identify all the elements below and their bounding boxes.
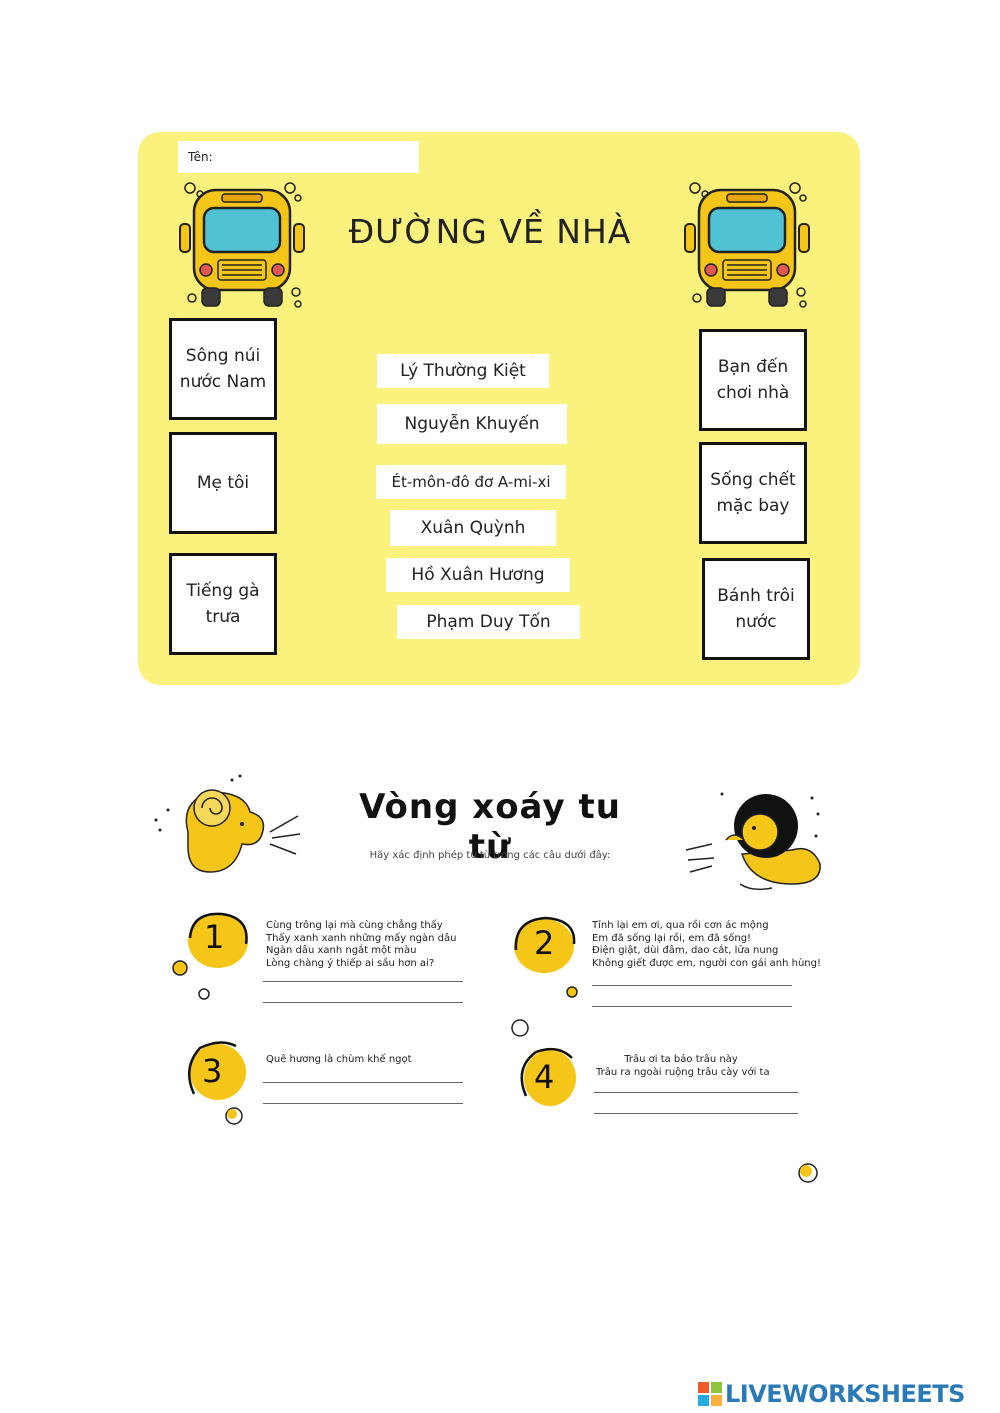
bubble-icon bbox=[172, 958, 212, 1006]
poem-block bbox=[596, 1054, 770, 1079]
bubble-icon bbox=[506, 980, 578, 1040]
author-label: Hồ Xuân Hương bbox=[411, 565, 545, 585]
work-box[interactable] bbox=[702, 558, 810, 660]
author-card[interactable] bbox=[397, 605, 580, 639]
lion-illustration-icon bbox=[682, 784, 824, 896]
liveworksheets-logo-icon bbox=[697, 1381, 723, 1407]
answer-line[interactable] bbox=[263, 981, 463, 982]
answer-line[interactable] bbox=[594, 1113, 798, 1114]
poem-line: Trâu ra ngoài ruộng trâu cày với ta bbox=[596, 1066, 770, 1078]
section-title: Vòng xoáy tu từ bbox=[359, 787, 621, 867]
work-label: Mẹ tôi bbox=[196, 473, 250, 493]
author-label: Phạm Duy Tốn bbox=[426, 612, 551, 632]
poem-line: Trâu ơi ta bảo trâu này bbox=[624, 1054, 738, 1065]
question-number-badge bbox=[514, 1044, 588, 1108]
answer-line[interactable] bbox=[263, 1103, 463, 1104]
author-card[interactable] bbox=[386, 558, 570, 592]
school-bus-icon-left bbox=[178, 180, 308, 310]
poem-line: Tỉnh lại em ơi, qua rồi cơn ác mộng bbox=[592, 920, 769, 931]
work-label: Sống chết mặc bay bbox=[710, 470, 796, 516]
name-field[interactable] bbox=[178, 141, 419, 173]
bubble-icon bbox=[222, 1104, 246, 1128]
poem-line: Ngàn dâu xanh ngắt một màu bbox=[266, 945, 417, 956]
poem-line: Không giết được em, người con gái anh hùng! bbox=[592, 957, 822, 969]
answer-line[interactable] bbox=[263, 1082, 463, 1083]
author-label: Xuân Quỳnh bbox=[420, 518, 526, 538]
work-label: Bạn đến chơi nhà bbox=[716, 357, 790, 403]
work-label: Bánh trôi nước bbox=[717, 586, 795, 632]
work-box[interactable] bbox=[169, 553, 277, 655]
poem-block bbox=[266, 1054, 412, 1067]
author-label: Nguyễn Khuyến bbox=[404, 414, 540, 434]
question-number: 4 bbox=[534, 1058, 555, 1096]
poem-block bbox=[592, 920, 821, 970]
answer-line[interactable] bbox=[592, 1006, 792, 1007]
question-number: 2 bbox=[534, 924, 555, 962]
poem-line: Thấy xanh xanh những mấy ngàn dâu bbox=[266, 932, 457, 944]
poem-line: Quê hương là chùm khế ngọt bbox=[266, 1054, 412, 1065]
answer-line[interactable] bbox=[594, 1092, 798, 1093]
answer-line[interactable] bbox=[263, 1002, 463, 1003]
author-card[interactable] bbox=[377, 404, 567, 444]
work-box[interactable] bbox=[169, 318, 277, 420]
name-label: Tên: bbox=[188, 150, 213, 164]
author-card[interactable] bbox=[377, 354, 549, 388]
work-box[interactable] bbox=[699, 442, 807, 544]
question-number: 1 bbox=[204, 918, 225, 956]
instruction-text: Hãy xác định phép tu từ trong các câu dưới đây: bbox=[369, 850, 611, 861]
question-number: 3 bbox=[202, 1052, 223, 1090]
author-card[interactable] bbox=[390, 510, 556, 546]
worksheet-title: ĐƯỜNG VỀ NHÀ bbox=[348, 212, 632, 251]
question-number-badge bbox=[508, 912, 582, 976]
work-label: Tiếng gà trưa bbox=[186, 581, 260, 627]
poem-line: Lòng chàng ý thiếp ai sầu hơn ai? bbox=[266, 957, 435, 969]
poem-line: Điện giật, dùi đâm, dao cắt, lửa nung bbox=[592, 945, 779, 956]
poem-line: Em đã sống lại rồi, em đã sống! bbox=[592, 932, 752, 944]
ram-illustration-icon bbox=[150, 772, 305, 882]
logo-text: LIVEWORKSHEETS bbox=[725, 1380, 965, 1408]
bubble-icon bbox=[795, 1160, 821, 1186]
liveworksheets-logo[interactable] bbox=[697, 1379, 997, 1409]
poem-line: Cùng trông lại mà cùng chẳng thấy bbox=[266, 920, 443, 931]
work-box[interactable] bbox=[169, 432, 277, 534]
work-box[interactable] bbox=[699, 329, 807, 431]
author-label: Ét-môn-đô đơ A-mi-xi bbox=[391, 473, 551, 491]
question-number-badge bbox=[180, 1038, 254, 1102]
answer-line[interactable] bbox=[592, 985, 792, 986]
work-label: Sông núi nước Nam bbox=[179, 346, 267, 392]
school-bus-icon-right bbox=[683, 180, 813, 310]
poem-block bbox=[266, 920, 456, 970]
author-label: Lý Thường Kiệt bbox=[400, 361, 526, 381]
author-card[interactable] bbox=[376, 465, 566, 499]
